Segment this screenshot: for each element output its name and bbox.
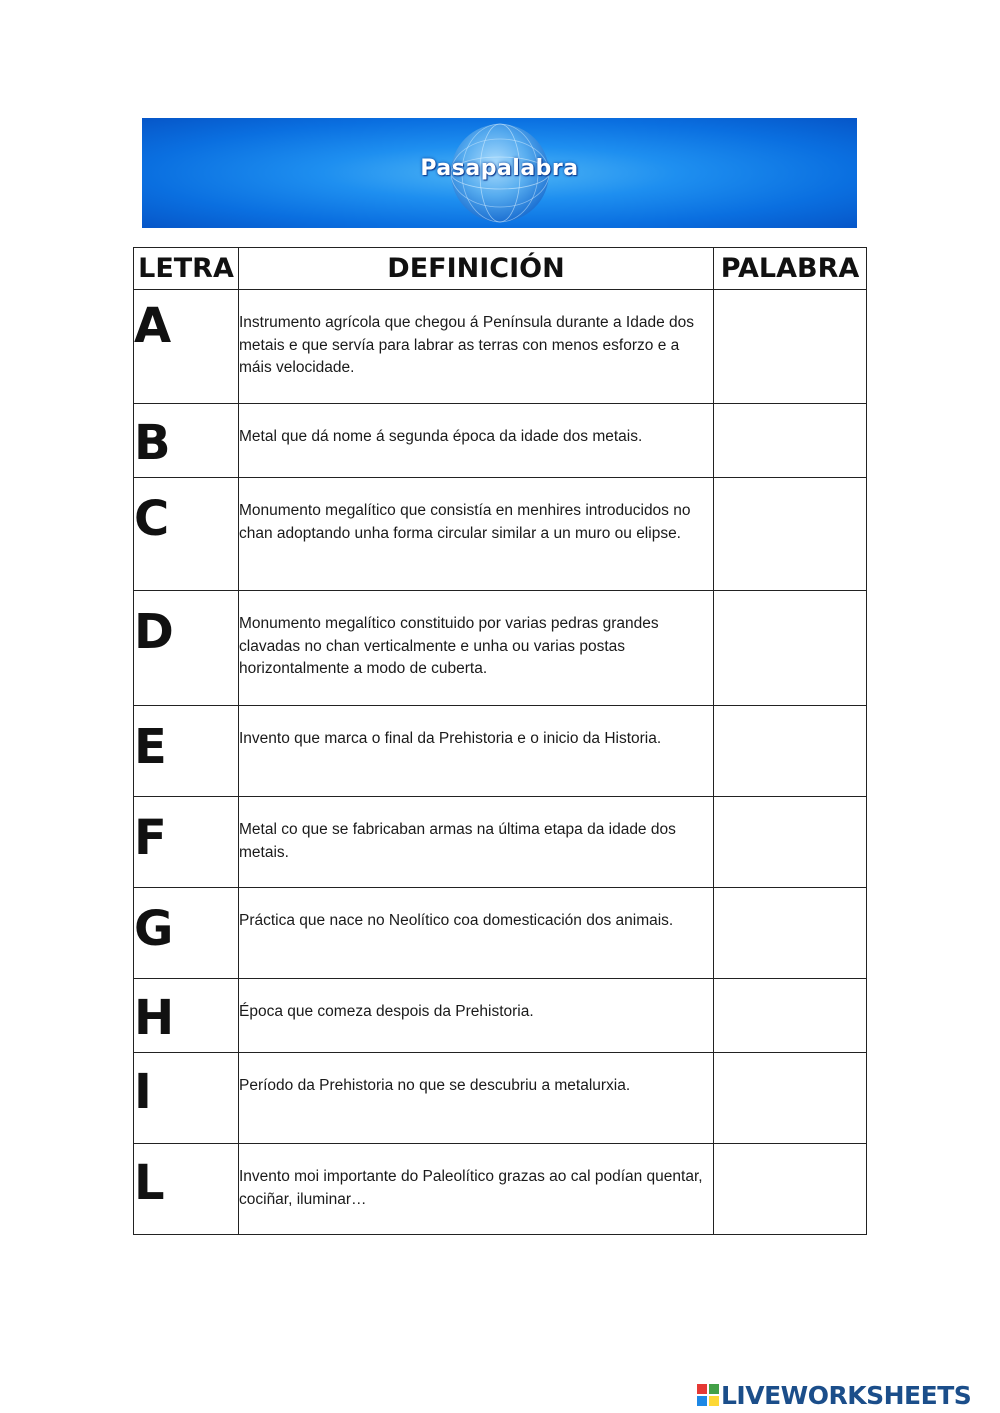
table-row <box>134 797 867 888</box>
row-letter: I <box>134 1053 239 1144</box>
row-definition: Invento que marca o final da Prehistoria e o inicio da Historia. <box>239 706 714 797</box>
mark-square <box>697 1384 707 1394</box>
row-letter: E <box>134 706 239 797</box>
row-definition: Época que comeza despois da Prehistoria. <box>239 979 714 1053</box>
table-row <box>134 706 867 797</box>
header-row <box>134 248 867 290</box>
word-answer-cell[interactable] <box>714 591 867 706</box>
row-letter: C <box>134 478 239 591</box>
mark-square <box>709 1384 719 1394</box>
table-row <box>134 591 867 706</box>
row-letter: H <box>134 979 239 1053</box>
row-letter: G <box>134 888 239 979</box>
word-answer-cell[interactable] <box>714 888 867 979</box>
row-definition: Monumento megalítico constituido por varias pedras grandes clavadas no chan verticalmente e unha ou varias postas horizontalmente a modo de cuberta. <box>239 591 714 706</box>
row-definition: Metal que dá nome á segunda época da idade dos metais. <box>239 404 714 478</box>
pasapalabra-banner <box>142 118 857 228</box>
word-answer-cell[interactable] <box>714 706 867 797</box>
table-row <box>134 888 867 979</box>
word-answer-cell[interactable] <box>714 290 867 404</box>
table-row <box>134 478 867 591</box>
liveworksheets-mark-icon <box>697 1384 719 1406</box>
header-word: PALABRA <box>714 248 867 290</box>
mark-square <box>697 1396 707 1406</box>
row-definition: Período da Prehistoria no que se descubriu a metalurxia. <box>239 1053 714 1144</box>
liveworksheets-logo-text: LIVEWORKSHEETS <box>721 1380 972 1410</box>
word-answer-cell[interactable] <box>714 404 867 478</box>
row-letter: B <box>134 404 239 478</box>
pasapalabra-logo-text: Pasapalabra <box>420 156 579 181</box>
row-letter: L <box>134 1144 239 1235</box>
mark-square <box>709 1396 719 1406</box>
table-row <box>134 290 867 404</box>
row-letter: F <box>134 797 239 888</box>
header-definition: DEFINICIÓN <box>239 248 714 290</box>
word-answer-cell[interactable] <box>714 478 867 591</box>
word-answer-cell[interactable] <box>714 1144 867 1235</box>
table-row <box>134 1144 867 1235</box>
word-answer-cell[interactable] <box>714 1053 867 1144</box>
word-answer-cell[interactable] <box>714 797 867 888</box>
table-row <box>134 1053 867 1144</box>
header-letter: LETRA <box>134 248 239 290</box>
word-answer-cell[interactable] <box>714 979 867 1053</box>
row-letter: D <box>134 591 239 706</box>
row-definition: Instrumento agrícola que chegou á Península durante a Idade dos metais e que servía para labrar as terras con menos esforzo e a máis velocidade. <box>239 290 714 404</box>
table-row <box>134 979 867 1053</box>
row-definition: Metal co que se fabricaban armas na última etapa da idade dos metais. <box>239 797 714 888</box>
row-definition: Monumento megalítico que consistía en menhires introducidos no chan adoptando unha forma circular similar a un muro ou elipse. <box>239 478 714 591</box>
pasapalabra-table <box>133 247 867 1235</box>
row-letter: A <box>134 290 239 404</box>
row-definition: Práctica que nace no Neolítico coa domesticación dos animais. <box>239 888 714 979</box>
row-definition: Invento moi importante do Paleolítico grazas ao cal podían quentar, cociñar, iluminar… <box>239 1144 714 1235</box>
liveworksheets-logo <box>697 1378 971 1412</box>
table-row <box>134 404 867 478</box>
